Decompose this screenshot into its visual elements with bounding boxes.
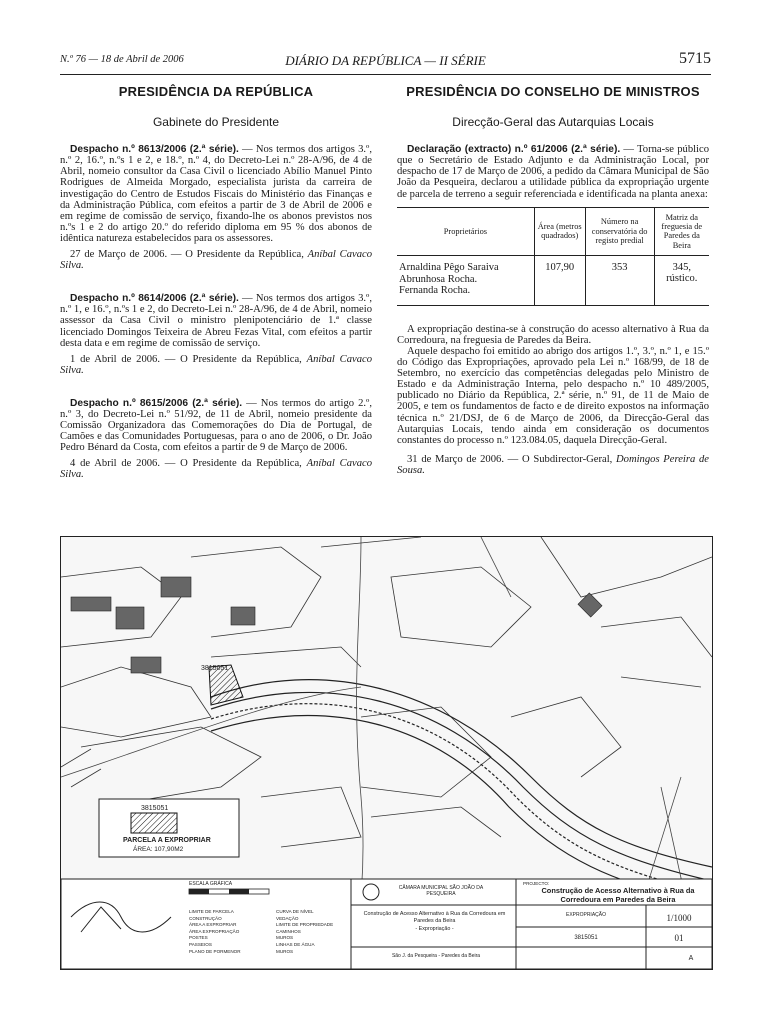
left-column [60,86,372,481]
section-title-right: PRESIDÊNCIA DO CONSELHO DE MINISTROS [406,84,700,99]
legend-area-text: ÁREA: 107,90M2 [133,846,184,853]
despacho-8613: Despacho n.º 8613/2006 (2.ª série). — Nos termos dos artigos 3.º, n.º 2, 16.º, n.ºs 1 e 2, e 18.º, n.º 4, do Decreto-Lei n.º 28-A/96, de 4 de Abril, nomeio consultor da Casa Civil o licenciado Abílio Manuel Pinto Rodrigues de Almeida Morgado, especialista jurista da carreira de investigação do Centro de Estudos Fiscais do Ministério das Finanças e da Administração Pública, com efeitos a partir de 3 de Abril de 2006 e em regime de comissão de serviço, fixando-lhe os abonos previstos nos n.ºs 1 e 2 do artigo 20.º do referido diploma em 95 % dos abonos de idêntica natureza estabelecidos para os assessores. [60,144,372,244]
col-header-owner: Proprietários [397,207,534,256]
section-title-left: PRESIDÊNCIA DA REPÚBLICA [118,84,314,99]
page-header [60,52,711,75]
issue-info: N.º 76 — 18 de Abril de 2006 [60,54,184,65]
table-header-row [397,207,709,256]
declaracao-signature: 31 de Março de 2006. — O Subdirector-Geral, Domingos Pereira de Sousa. [397,453,709,476]
location-label: São J. da Pesqueira - Paredes da Beira [391,953,481,959]
matriz-cell: 345, rústico. [654,256,709,306]
legend-hatch-sample [131,813,177,833]
drawing-number: 3815051 [574,935,598,941]
col-header-area: Área (metros quadrados) [534,207,585,256]
camara-name: CÂMARA MUNICIPAL SÃO JOÃO DA PESQUEIRA [398,885,484,897]
office-title-left: Gabinete do Presidente [152,115,280,130]
despacho-8613-title: Despacho n.º 8613/2006 (2.ª série). [70,144,239,156]
legend-parcel-id: 3815051 [141,805,169,812]
expropriation-table [397,207,709,306]
sheet-number: 01 [674,933,684,943]
scale-value: 1/1000 [666,913,692,923]
revision: A [688,955,694,962]
legend-col-2: CURVA DE NÍVEL VEDAÇÃO LIMITE DE PROPRIEDADE CAMINHOS MUROS LINHAS DE ÁGUA MUROS [276,909,334,954]
legend-parcel-text: PARCELA A EXPROPRIAR [123,837,211,844]
legend-col-1: LIMITE DE PARCELA CONSTRUÇÃO ÁREA A EXPROPRIAR ÁREA EXPROPRIAÇÃO POSTES PASSEIOS PLANO DE PORMENOR [189,909,241,954]
despacho-8615-title: Despacho n.º 8615/2006 (2.ª série). [70,397,243,409]
map-drawing [61,537,712,969]
project-label: PROJECTO: [523,881,550,886]
expropriation-plan-map [60,536,713,970]
paragraph-purpose: A expropriação destina-se à construção do acesso alternativo à Rua da Corredoura, na freguesia de Paredes da Beira. [397,323,709,346]
despacho-8614-signature: 1 de Abril de 2006. — O Presidente da República, Aníbal Cavaco Silva. [60,353,372,376]
despacho-8614: Despacho n.º 8614/2006 (2.ª série). — Nos termos dos artigos 3.º, n.º 1, e 16.º, n.ºs 1 e 2, do Decreto-Lei n.º 28-A/96, de 4 de Abril, nomeio assessor da Casa Civil o ministro plenipotenciário de 1.ª classe licenciado Domingos Teixeira de Abreu Fezas Vital, com efeitos a partir desta data e em regime de comissão de serviço. [60,293,372,349]
project-description: Construção de Acesso Alternativo à Rua da Corredoura em Paredes da Beira [363,911,506,924]
area-cell: 107,90 [534,256,585,306]
registo-cell: 353 [585,256,654,306]
col-header-registo: Número na conservatória do registo predial [585,207,654,256]
parcel-id-label: 3815051 [201,665,229,672]
project-title: Construção de Acesso Alternativo à Rua da Corredoura em Paredes da Beira [541,886,695,904]
page-number: 5715 [679,50,711,67]
col-header-matriz: Matriz da freguesia de Paredes da Beira [654,207,709,256]
table-row [397,256,709,306]
declaracao-61: Declaração (extracto) n.º 61/2006 (2.ª série). — Torna-se público que o Secretário de Estado Adjunto e da Administração Local, por despacho de 17 de Março de 2006, a pedido da Câmara Municipal de São João da Pesqueira, declarou a utilidade pública da expropriação urgente de parcela de terreno a seguir referenciada e identificada na planta anexa: [397,144,709,200]
journal-title: DIÁRIO DA REPÚBLICA — II SÉRIE [285,53,486,68]
despacho-8615-signature: 4 de Abril de 2006. — O Presidente da República, Aníbal Cavaco Silva. [60,458,372,481]
right-column [397,86,709,476]
content-label: EXPROPRIAÇÃO [565,912,606,918]
despacho-8614-title: Despacho n.º 8614/2006 (2.ª série). [70,293,239,305]
expropriation-note: - Expropriação - [415,926,454,932]
declaracao-title: Declaração (extracto) n.º 61/2006 (2.ª série). [407,144,621,156]
paragraph-legal-basis: Aquele despacho foi emitido ao abrigo dos artigos 1.º, 3.º, n.º 1, e 15.º do Código das Expropriações, aprovado pela Lei n.º 168/99, de 18 de Setembro, no exercício das competências delegadas pelo Ministro de Estado e da Administração Interna, pelo despacho n.º 10 489/2005, publicado no Diário da República, 2.ª série, n.º 91, de 11 de Maio de 2005, e tem os fundamentos de facto e de direito expostos na informação técnica n.º 21/DSJ, de 6 de Março de 2006, da Direcção-Geral das Autarquias Locais, tendo ainda em consideração os documentos constantes do processo n.º 123.084.05, daquela Direcção-Geral. [397,345,709,446]
despacho-8613-signature: 27 de Março de 2006. — O Presidente da República, Aníbal Cavaco Silva. [60,249,372,272]
owner-cell: Arnaldina Pêgo Saraiva Abrunhosa Rocha. Fernanda Rocha. [397,256,534,306]
despacho-8615: Despacho n.º 8615/2006 (2.ª série). — Nos termos do artigo 2.º, n.º 3, do Decreto-Lei n.º 51/92, de 11 de Abril, nomeio presidente da Comissão Organizadora das Comemorações do Dia de Portugal, de Camões e das Comunidades Portuguesas, para o ano de 2006, o Dr. João Pedro Bénard da Costa, com efeitos a partir de 9 de Março de 2006. [60,397,372,454]
office-title-right: Direcção-Geral das Autarquias Locais [452,115,654,130]
scale-title: ESCALA GRÁFICA [189,881,233,887]
